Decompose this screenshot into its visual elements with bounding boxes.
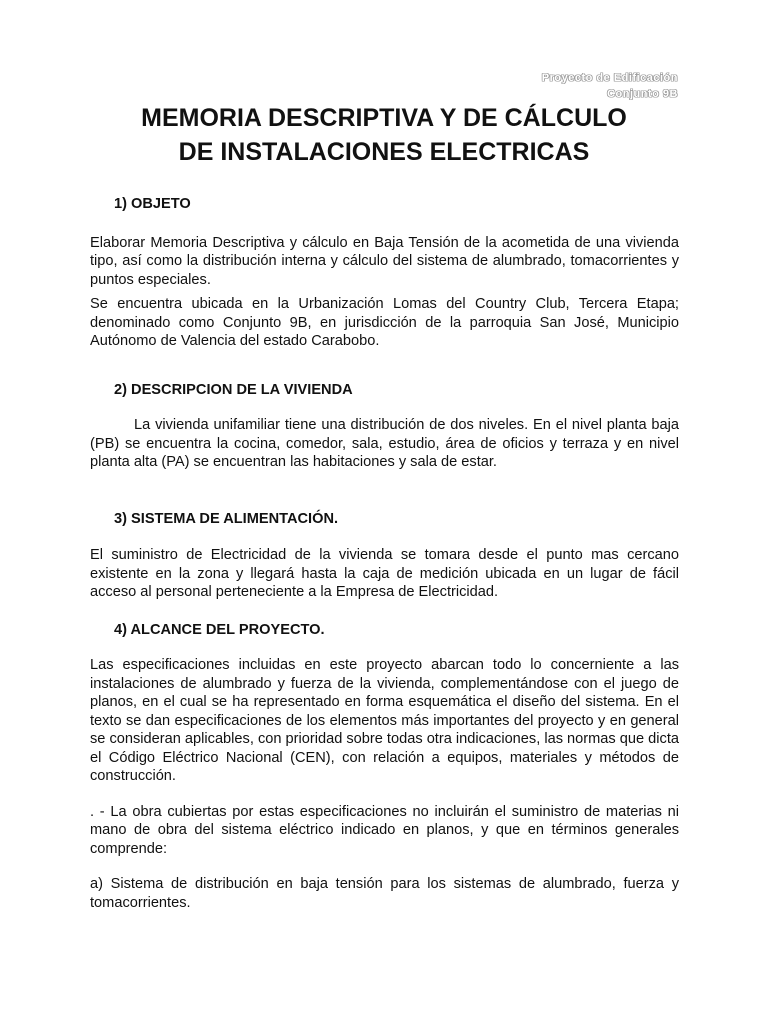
paragraph-alcance-1: Las especificaciones incluidas en este proyecto abarcan todo lo concerniente a las instalaciones de alumbrado y fuerza de la vivienda, complementándose con el juego de planos, en el cual se ha representado en forma esquemática el diseño del sistema. En el texto se dan especificaciones de los elementos más importantes del proyecto y en general se consideran aplicables, con prioridad sobre todas otra indicaciones, las normas que dicta el Código Eléctrico Nacional (CEN), con relación a equipos, materiales y métodos de construcción. xyxy=(90,657,679,784)
title-line-2: DE INSTALACIONES ELECTRICAS xyxy=(178,138,590,166)
paragraph-alcance-2: . - La obra cubiertas por estas especificaciones no incluirán el suministro de materias ni mano de obra del sistema eléctrico indicado en planos, y que en términos generales comprende: xyxy=(90,803,679,857)
section-heading-objeto: 1) OBJETO xyxy=(114,196,191,212)
paragraph-alimentacion-1: El suministro de Electricidad de la vivienda se tomara desde el punto mas cercano existente en la zona y llegará hasta la caja de medición ubicada en un lugar de fácil acceso al personal perteneciente a la Empresa de Electricidad. xyxy=(90,547,679,600)
paragraph-objeto-2: Se encuentra ubicada en la Urbanización Lomas del Country Club, Tercera Etapa; denominado como Conjunto 9B, en jurisdicción de la parroquia San José, Municipio Autónomo de Valencia del estado Carabobo. xyxy=(90,296,679,349)
paragraph-alcance-3: a) Sistema de distribución en baja tensión para los sistemas de alumbrado, fuerza y tomacorrientes. xyxy=(90,876,679,911)
header-project: Proyecto de Edificación xyxy=(541,72,678,84)
section-heading-alcance: 4) ALCANCE DEL PROYECTO. xyxy=(114,621,325,638)
header-conjunto: Conjunto 9B xyxy=(607,88,678,100)
section-heading-descripcion: 2) DESCRIPCION DE LA VIVIENDA xyxy=(114,381,353,398)
document-title xyxy=(0,101,768,169)
section-heading-alimentacion: 3) SISTEMA DE ALIMENTACIÓN. xyxy=(114,510,339,527)
document-body xyxy=(90,195,679,912)
paragraph-objeto-1: Elaborar Memoria Descriptiva y cálculo en Baja Tensión de la acometida de una vivienda tipo, así como la distribución interna y cálculo del sistema de alumbrado, tomacorrientes y puntos especiales. xyxy=(90,234,679,288)
paragraph-descripcion-1: La vivienda unifamiliar tiene una distribución de dos niveles. En el nivel planta baja (PB) se encuentra la cocina, comedor, sala, estudio, área de oficios y terraza y en nivel planta alta (PA) se encuentran las habitaciones y sala de estar. xyxy=(90,417,679,470)
title-line-1: MEMORIA DESCRIPTIVA Y DE CÁLCULO xyxy=(141,104,627,132)
running-header xyxy=(542,70,678,102)
